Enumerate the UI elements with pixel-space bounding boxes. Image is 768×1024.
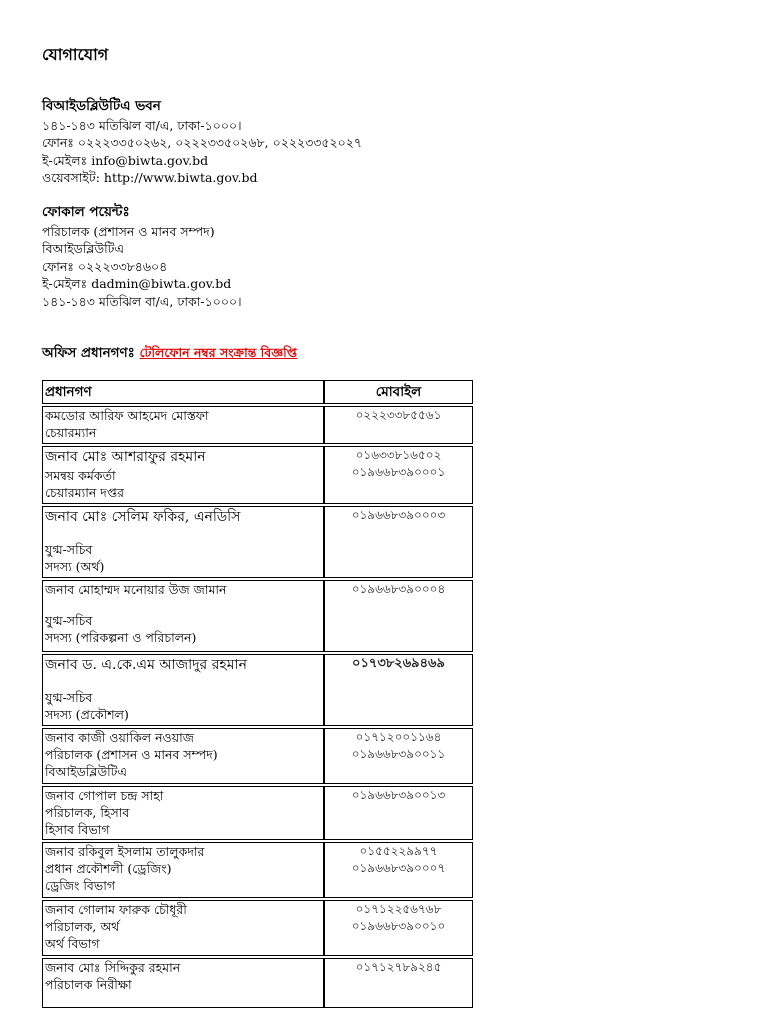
telephone-notice-link[interactable]: টেলিফোন নম্বর সংক্রান্ত বিজ্ঞপ্তি: [139, 345, 298, 360]
office-heads-table: [42, 378, 473, 1010]
mobile-number: ০১৯৬৬৮৩৯০০০৪: [351, 582, 446, 596]
head-designation: হিসাব বিভাগ: [45, 822, 110, 837]
mobile-cell: [324, 654, 473, 726]
head-designation: অর্থ বিভাগ: [45, 936, 100, 951]
mobile-cell: [324, 506, 473, 578]
head-name-cell: [42, 728, 324, 784]
head-name: জনাব মোঃ সেলিম ফকির, এনডিসি: [45, 509, 241, 525]
head-designation: বিআইডব্লিউটিএ: [45, 764, 127, 779]
mobile-cell: [324, 406, 473, 444]
focal-heading: ফোকাল পয়েন্টঃ: [42, 204, 130, 220]
mobile-cell: [324, 580, 473, 652]
mobile-cell: [324, 958, 473, 1008]
hq-email[interactable]: ই-মেইলঃ info@biwta.gov.bd: [42, 152, 209, 168]
head-designation: যুগ্ম-সচিব: [45, 690, 93, 705]
spacer: [45, 675, 321, 689]
head-name: জনাব গোপাল চন্দ্র সাহা: [45, 788, 164, 803]
hq-contact-block: [42, 98, 362, 187]
header-mobile: মোবাইল: [324, 380, 473, 404]
focal-address: ১৪১-১৪৩ মতিঝিল বা/এ, ঢাকা-১০০০।: [42, 293, 242, 309]
mobile-number: ০১৭১২৭৮৯২৪৫: [355, 960, 442, 974]
table-row: [42, 654, 473, 726]
head-name: জনাব ড. এ.কে.এম আজাদুর রহমান: [45, 657, 247, 673]
office-heads-heading: [42, 342, 297, 365]
head-name: জনাব মোঃ সিদ্দিকুর রহমান: [45, 960, 181, 975]
head-designation: চেয়ারম্যান দপ্তর: [45, 485, 125, 500]
head-name: কমডোর আরিফ আহমেদ মোস্তফা: [45, 408, 209, 423]
head-designation: যুগ্ম-সচিব: [45, 542, 93, 557]
head-name: জনাব রকিবুল ইসলাম তালুকদার: [45, 844, 205, 859]
head-name-cell: [42, 654, 324, 726]
table-row: [42, 786, 473, 840]
head-name: জনাব গোলাম ফারুক চৌধূরী: [45, 902, 187, 917]
mobile-number: ০১৭৩৮২৬৯৪৬৯: [352, 656, 445, 671]
head-name-cell: [42, 580, 324, 652]
head-designation: পরিচালক, অর্থ: [45, 919, 120, 934]
head-designation: যুগ্ম-সচিব: [45, 613, 93, 628]
head-name-cell: [42, 446, 324, 504]
mobile-number: ০১৫৫২২৯৯৭৭: [359, 844, 438, 858]
mobile-cell: [324, 786, 473, 840]
spacer: [45, 527, 321, 541]
page-title: যোগাযোগ: [42, 45, 109, 64]
head-designation: ড্রেজিং বিভাগ: [45, 878, 116, 893]
head-name-cell: [42, 406, 324, 444]
head-name: জনাব মোঃ আশরাফুর রহমান: [45, 449, 206, 465]
focal-designation: পরিচালক (প্রশাসন ও মানব সম্পদ): [42, 223, 215, 239]
head-designation: পরিচালক নিরীক্ষা: [45, 977, 132, 992]
mobile-number: ০১৯৬৬৮৩৯০০০১: [351, 465, 446, 479]
mobile-number: ০১৯৬৬৮৩৯০০১১: [351, 747, 446, 761]
mobile-number: ০১৯৬৬৮৩৯০০১৩: [351, 788, 446, 802]
header-heads: প্রধানগণ: [42, 380, 324, 404]
table-row: [42, 958, 473, 1008]
table-row: [42, 728, 473, 784]
head-name-cell: [42, 900, 324, 956]
table-header-row: [42, 380, 473, 404]
focal-phone: ফোনঃ ০২২২৩৩৮৪৬০৪: [42, 258, 168, 274]
table-row: [42, 506, 473, 578]
head-name-cell: [42, 958, 324, 1008]
spacer: [45, 598, 321, 612]
head-name: জনাব কাজী ওয়াকিল নওয়াজ: [45, 730, 194, 745]
mobile-number: ০১৯৬৬৮৩৯০০১০: [351, 919, 446, 933]
head-name: জনাব মোহাম্মদ মনোয়ার উজ জামান: [45, 582, 227, 597]
head-name-cell: [42, 506, 324, 578]
mobile-number: ০১৭১২২৫৬৭৬৮: [355, 902, 442, 916]
head-designation: সদস্য (পরিকল্পনা ও পরিচালন): [45, 630, 197, 645]
focal-email[interactable]: ই-মেইলঃ dadmin@biwta.gov.bd: [42, 276, 232, 291]
mobile-number: ০১৬৩৩৮১৬৫০২: [355, 448, 442, 462]
focal-org: বিআইডব্লিউটিএ: [42, 241, 124, 256]
hq-phone: ফোনঃ ০২২২৩৩৫০২৬২, ০২২২৩৩৫০২৬৮, ০২২২৩৩৫২০২৭: [42, 135, 362, 150]
office-heads-label: অফিস প্রধানগণঃ: [42, 345, 135, 361]
mobile-number: ০১৯৬৬৮৩৯০০০৭: [351, 861, 446, 875]
table-row: [42, 446, 473, 504]
table-row: [42, 900, 473, 956]
mobile-cell: [324, 446, 473, 504]
head-name-cell: [42, 786, 324, 840]
head-designation: সদস্য (অর্থ): [45, 559, 105, 574]
mobile-cell: [324, 900, 473, 956]
head-name-cell: [42, 842, 324, 898]
focal-point-block: [42, 204, 242, 310]
head-designation: পরিচালক, হিসাব: [45, 805, 130, 820]
hq-website[interactable]: ওয়েবসাইট: http://www.biwta.gov.bd: [42, 170, 258, 185]
hq-address: ১৪১-১৪৩ মতিঝিল বা/এ, ঢাকা-১০০০।: [42, 117, 242, 133]
hq-heading: বিআইডব্লিউটিএ ভবন: [42, 98, 161, 114]
table-row: [42, 580, 473, 652]
mobile-cell: [324, 728, 473, 784]
head-designation: চেয়ারম্যান: [45, 425, 97, 440]
head-designation: সদস্য (প্রকৌশল): [45, 707, 129, 722]
mobile-number: ০১৯৬৬৮৩৯০০০৩: [351, 508, 446, 522]
table-row: [42, 406, 473, 444]
mobile-number: ০২২২৩৩৮৫৫৬১: [355, 408, 442, 422]
mobile-cell: [324, 842, 473, 898]
mobile-number: ০১৭১২০০১১৬৪: [355, 730, 442, 744]
table-body: [42, 406, 473, 1008]
head-designation: পরিচালক (প্রশাসন ও মানব সম্পদ): [45, 747, 218, 762]
head-designation: প্রধান প্রকৌশলী (ড্রেজিং): [45, 861, 172, 876]
head-designation: সমন্বয় কর্মকর্তা: [45, 468, 116, 483]
table-row: [42, 842, 473, 898]
